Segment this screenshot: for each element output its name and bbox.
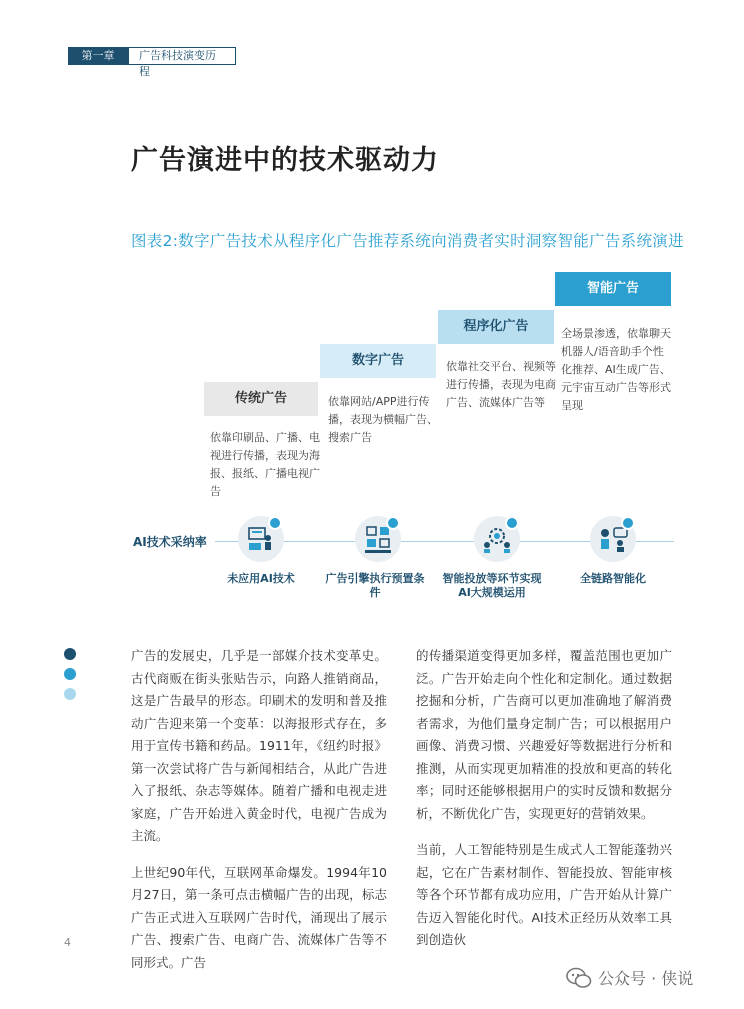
ai-node-label: 广告引擎执行预置条件 [325, 572, 425, 599]
ai-node-label: 全链路智能化 [580, 572, 646, 585]
status-dot [386, 516, 400, 530]
stage-label: 智能广告 [586, 281, 639, 296]
stage-label: 数字广告 [351, 353, 404, 368]
wechat-icon [566, 967, 592, 989]
paragraph: 上世纪90年代，互联网革命爆发。1994年10月27日，第一条可点击横幅广告的出现，标志广告正式进入互联网广告时代，涌现出了展示广告、搜索广告、电商广告、流媒体广告等不同形式。广告 [131, 864, 387, 970]
chapter-name: 广告科技演变历程 [128, 47, 236, 65]
status-dot [505, 516, 519, 530]
page-number: 4 [64, 936, 71, 949]
status-dot [621, 516, 635, 530]
ai-axis-label: AI技术采纳率 [133, 535, 207, 549]
stage-intelligent [555, 272, 671, 306]
stage-label: 传统广告 [234, 391, 287, 406]
status-dot [268, 516, 282, 530]
stage-desc: 依靠社交平台、视频等进行传播，表现为电商广告、流媒体广告等 [446, 360, 556, 409]
stage-desc: 全场景渗透，依靠聊天机器人/语音助手个性化推荐、AI生成广告、元宇宙互动广告等形式呈现 [561, 327, 671, 412]
stage-label: 程序化广告 [463, 319, 529, 334]
stage-digital [320, 344, 436, 378]
watermark-text: 公众号 · 侠说 [598, 969, 694, 988]
chapter-tag [68, 47, 236, 78]
page-title: 广告演进中的技术驱动力 [131, 145, 439, 176]
paragraph: 广告的发展史，几乎是一部媒介技术变革史。古代商贩在街头张贴告示，向路人推销商品，这是广告最早的形态。印刷术的发明和普及推动广告迎来第一个变革：以海报形式存在，多用于宣传书籍和药品。1911年，《纽约时报》第一次尝试将广告与新闻相结合，从此广告进入了报纸、杂志等媒体。随着广播和电视走进家庭，广告开始进入黄金时代，电视广告成为主流。 [131, 648, 387, 843]
body-right-column [416, 645, 672, 966]
body-left-column [131, 645, 387, 988]
paragraph: 的传播渠道变得更加多样，覆盖范围也更加广泛。广告开始走向个性化和定制化。通过数据挖掘和分析，广告商可以更加准确地了解消费者需求，为他们量身定制广告；可以根据用户画像、消费习惯、兴趣爱好等数据进行分析和推测，从而实现更加精准的投放和更高的转化率；同时还能够根据用户的实时反馈和数据分析，不断优化广告，实现更好的营销效果。 [416, 648, 672, 821]
stage-traditional [204, 382, 318, 416]
figure-caption: 图表2:数字广告技术从程序化广告推荐系统向消费者实时洞察智能广告系统演进 [131, 232, 684, 250]
paragraph: 当前，人工智能特别是生成式人工智能蓬勃兴起，它在广告素材制作、智能投放、智能审核等各个环节都有成功应用，广告开始从计算广告迈入智能化时代。AI技术正经历从效率工具到创造伙 [416, 842, 672, 947]
watermark [566, 966, 693, 989]
stage-programmatic [438, 310, 554, 344]
stage-desc: 依靠网站/APP进行传播，表现为横幅广告、搜索广告 [328, 395, 438, 444]
ai-node-label: 未应用AI技术 [227, 572, 295, 585]
ai-node-label: 智能投放等环节实现AI大规模运用 [442, 572, 542, 599]
decorative-dots [64, 648, 76, 708]
stage-desc: 依靠印刷品、广播、电视进行传播，表现为海报、报纸、广播电视广告 [210, 431, 320, 498]
chapter-number: 第一章 [68, 47, 128, 65]
